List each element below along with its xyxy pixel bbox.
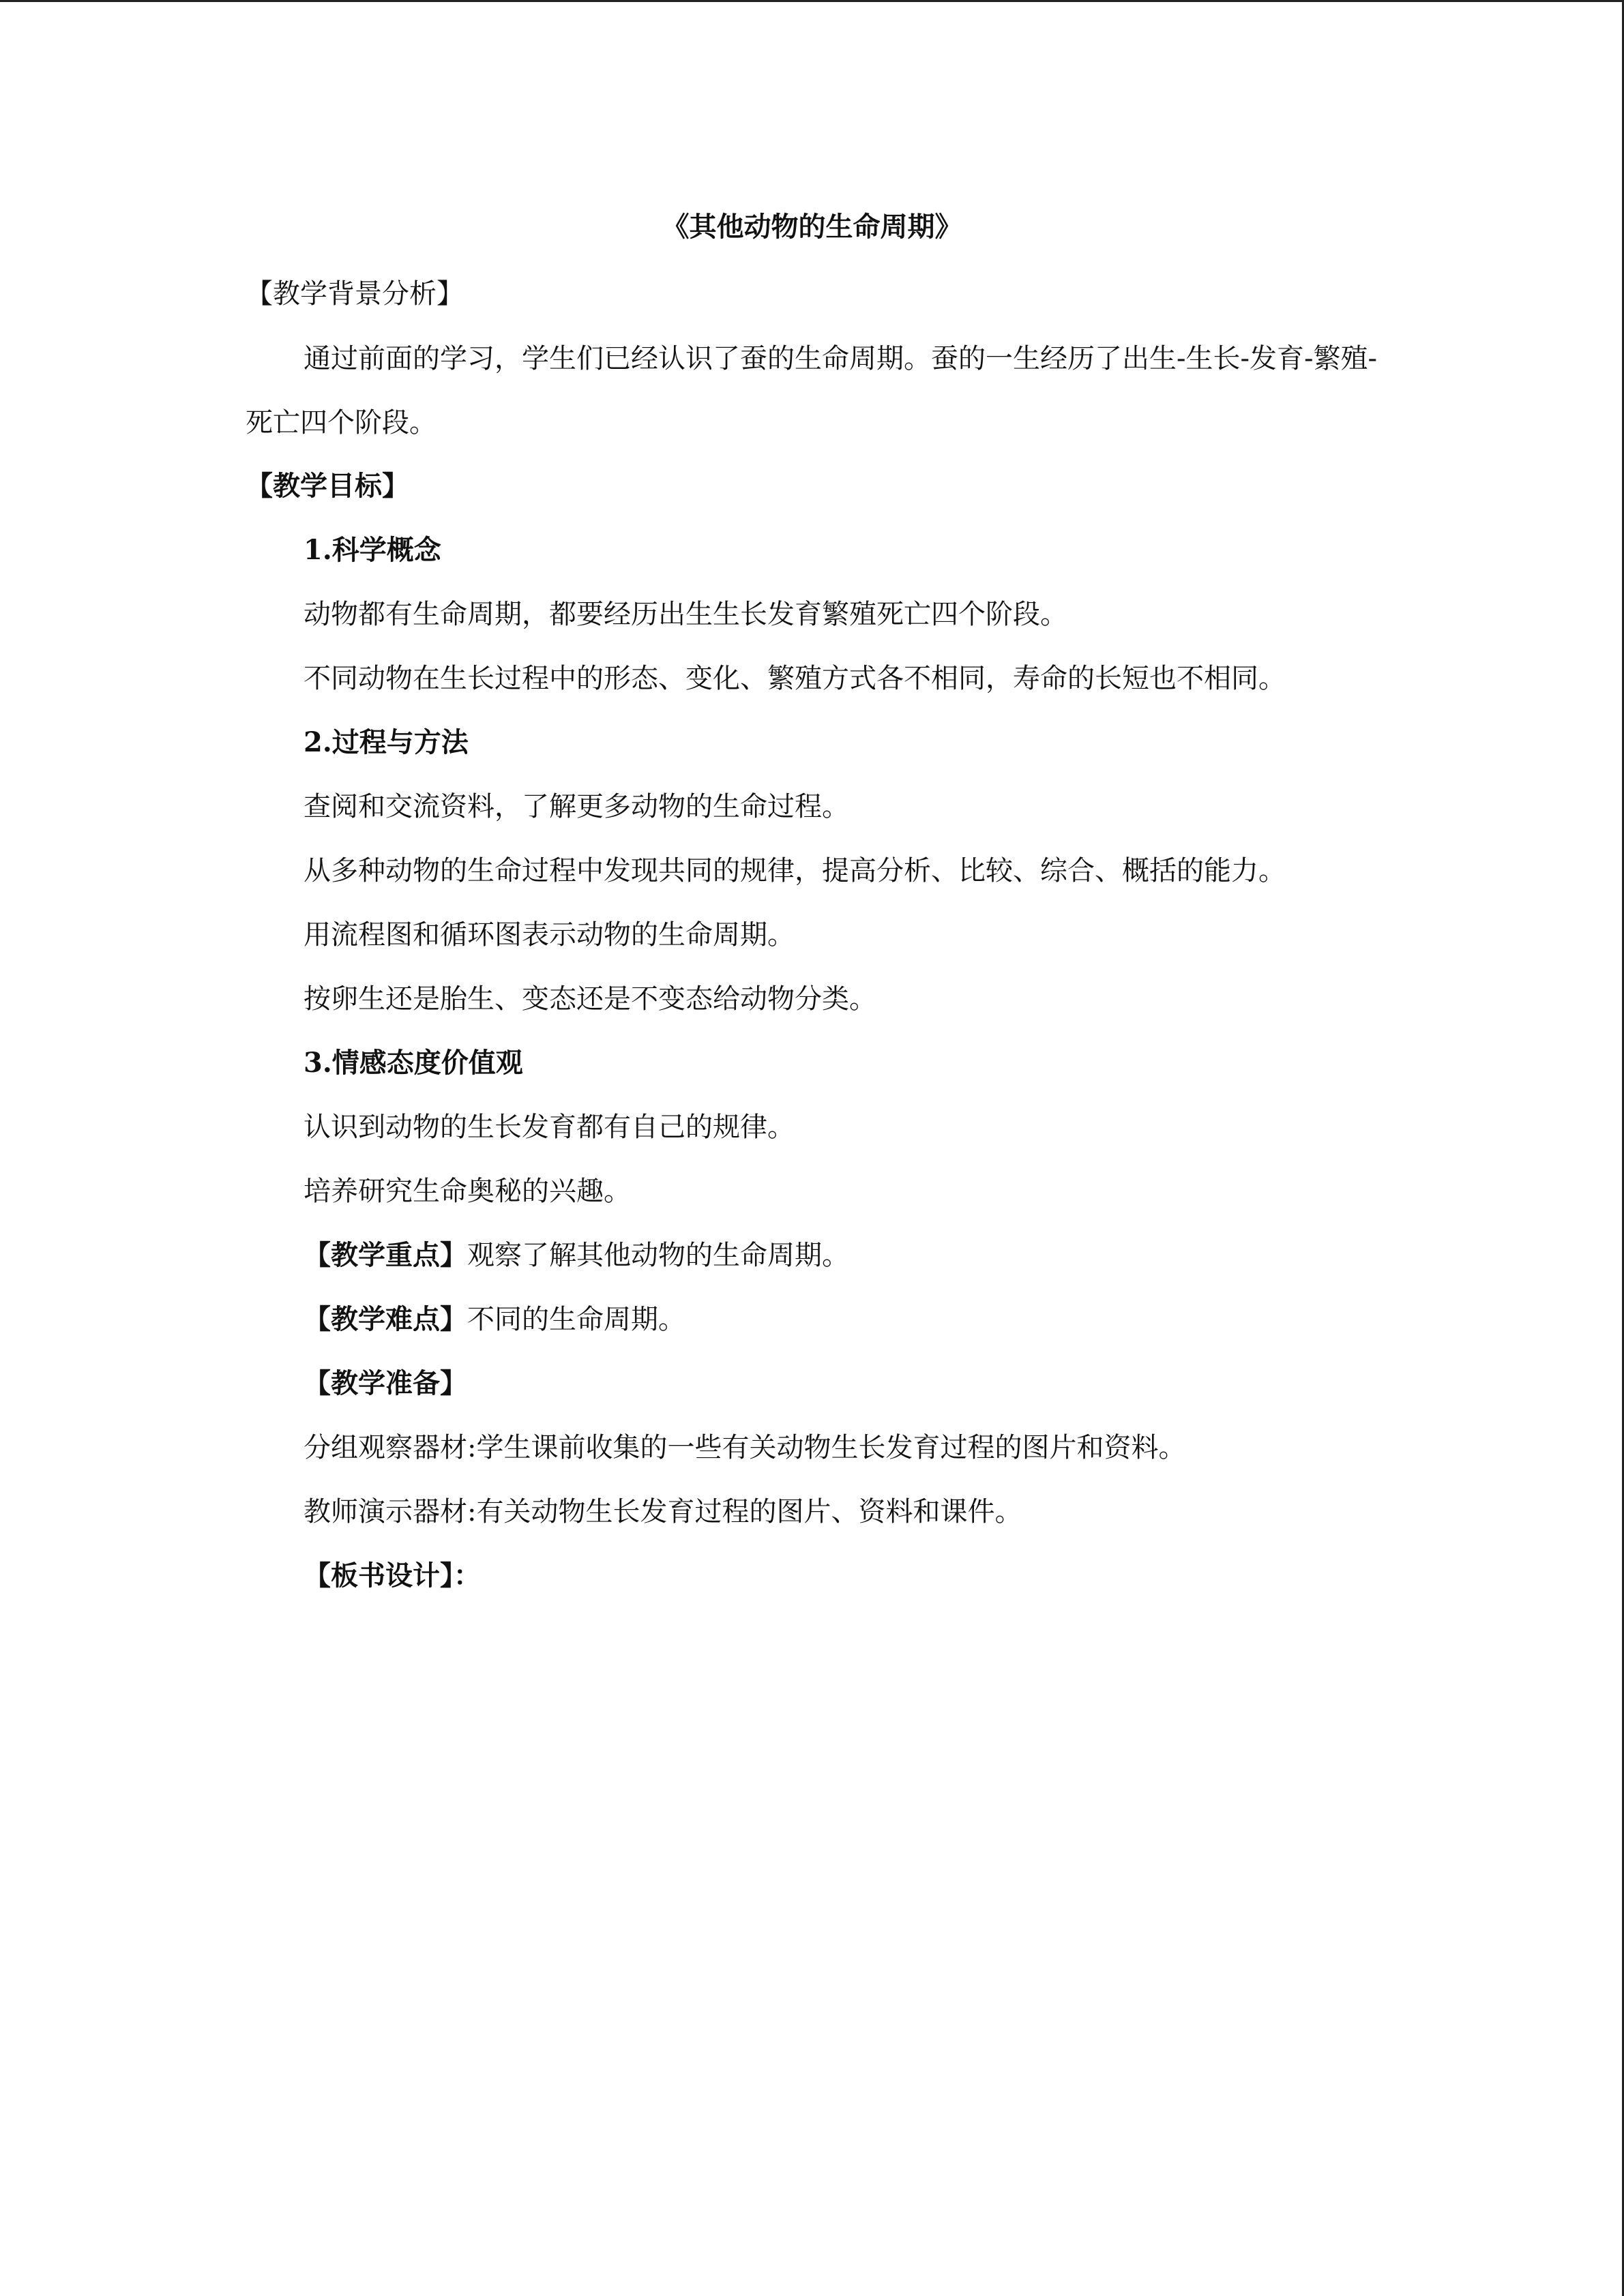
key-point-text: 观察了解其他动物的生命周期。 bbox=[467, 1240, 849, 1271]
background-paragraph: 通过前面的学习，学生们已经认识了蚕的生命周期。蚕的一生经历了出生-生长-发育-繁殖-死亡四个阶段。 bbox=[246, 343, 1378, 438]
preparation-item-2: 教师演示器材:有关动物生长发育过程的图片、资料和课件。 bbox=[304, 1496, 1022, 1527]
process-item-1: 查阅和交流资料，了解更多动物的生命过程。 bbox=[304, 791, 849, 822]
process-heading: 2.过程与方法 bbox=[304, 726, 469, 758]
attitude-item-1: 认识到动物的生长发育都有自己的规律。 bbox=[304, 1112, 795, 1143]
key-point-label: 【教学重点】 bbox=[304, 1239, 467, 1271]
concept-item-1: 动物都有生命周期，都要经历出生生长发育繁殖死亡四个阶段。 bbox=[304, 599, 1067, 630]
difficulty-line bbox=[304, 1299, 1449, 1340]
difficulty-label: 【教学难点】 bbox=[304, 1303, 467, 1335]
attitude-heading: 3.情感态度价值观 bbox=[304, 1047, 523, 1079]
attitude-item-2: 培养研究生命奥秘的兴趣。 bbox=[304, 1176, 631, 1207]
objectives-heading: 【教学目标】 bbox=[246, 470, 409, 502]
background-heading: 【教学背景分析】 bbox=[246, 278, 464, 310]
process-item-4: 按卵生还是胎生、变态还是不变态给动物分类。 bbox=[304, 983, 876, 1015]
concept-item-2: 不同动物在生长过程中的形态、变化、繁殖方式各不相同，寿命的长短也不相同。 bbox=[304, 663, 1286, 694]
process-item-2: 从多种动物的生命过程中发现共同的规律，提高分析、比较、综合、概括的能力。 bbox=[304, 855, 1286, 886]
board-design-heading: 【板书设计】： bbox=[304, 1560, 481, 1592]
preparation-heading: 【教学准备】 bbox=[304, 1367, 467, 1399]
process-item-3: 用流程图和循环图表示动物的生命周期。 bbox=[304, 919, 795, 951]
key-point-line bbox=[304, 1235, 1449, 1276]
concept-heading: 1.科学概念 bbox=[304, 534, 441, 566]
preparation-item-1: 分组观察器材:学生课前收集的一些有关动物生长发育过程的图片和资料。 bbox=[304, 1432, 1186, 1463]
difficulty-text: 不同的生命周期。 bbox=[467, 1304, 685, 1335]
document-title: 《其他动物的生命周期》 bbox=[662, 211, 962, 243]
